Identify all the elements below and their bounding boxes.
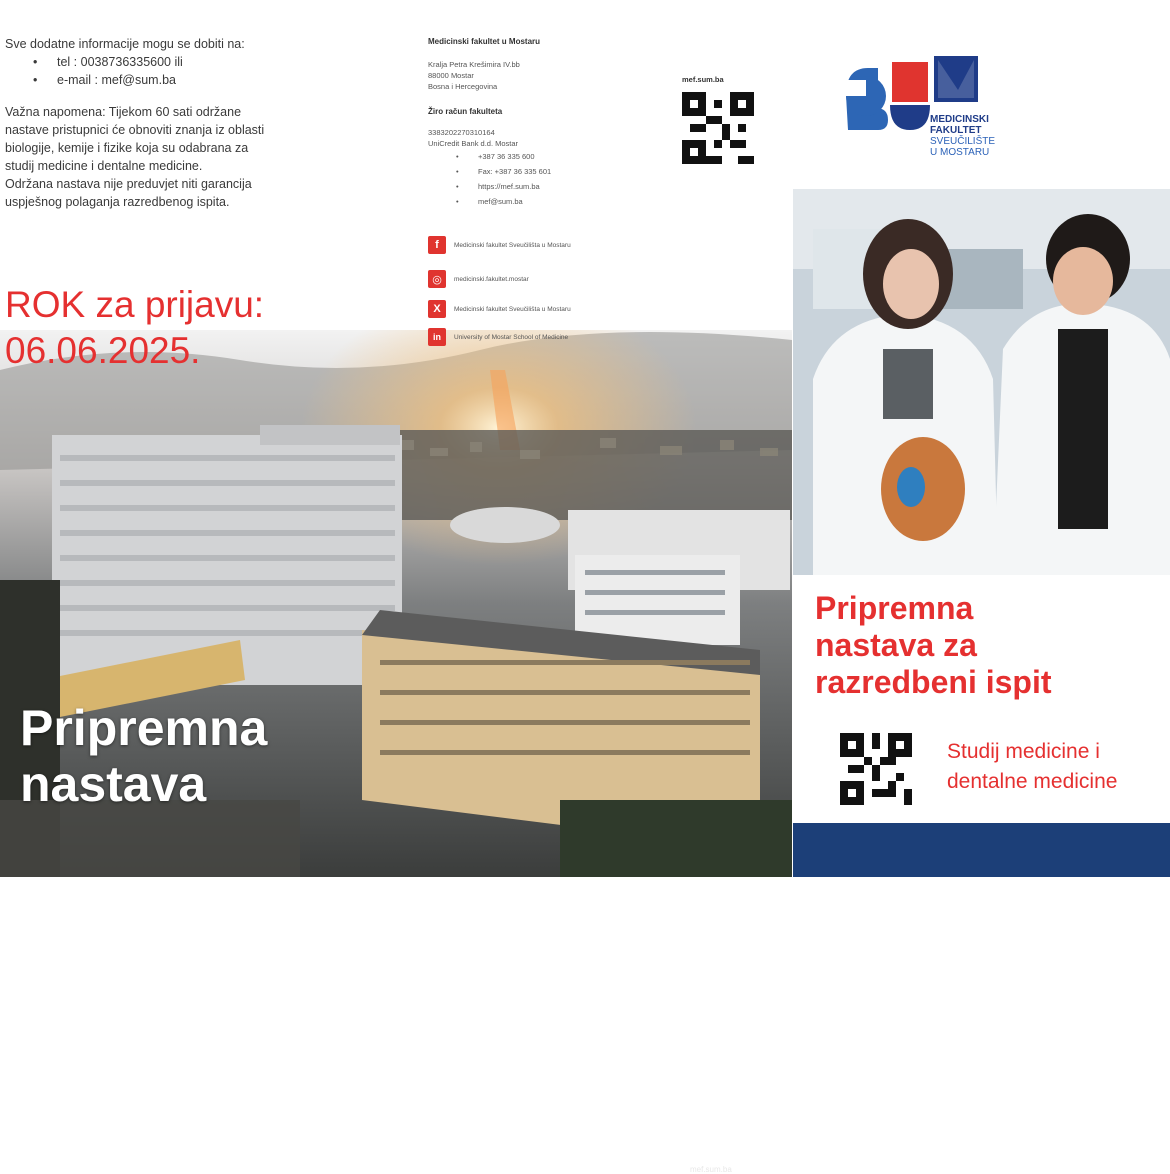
- logo-sub-line: U MOSTARU: [930, 147, 990, 158]
- instagram-icon: ◎: [428, 270, 446, 288]
- promo-line: Pripremna: [20, 700, 268, 756]
- logo-line: MEDICINSKI: [930, 114, 989, 125]
- deadline: [5, 282, 264, 374]
- social-label: University of Mostar School of Medicine: [454, 333, 569, 341]
- promo-subtitle-line: dentalne medicine: [947, 770, 1118, 793]
- promo-title-line: Pripremna: [815, 590, 974, 626]
- bank-title: Žiro račun fakulteta: [428, 107, 503, 116]
- social-linkedin: [428, 328, 568, 346]
- address-line: Kralja Petra Krešimira IV.bb: [428, 60, 520, 69]
- address-line: Bosna i Hercegovina: [428, 82, 498, 91]
- social-facebook: [428, 236, 571, 254]
- students-photo-illustration: [793, 189, 1170, 575]
- note-line: Održana nastava nije preduvjet niti garancija: [5, 177, 252, 191]
- promo-line: nastava: [20, 756, 207, 812]
- email-item: • mef@sum.ba: [456, 194, 658, 209]
- note-line: nastave pristupnici će obnoviti znanja iz oblasti: [5, 123, 265, 137]
- contact-list: [5, 53, 335, 89]
- linkedin-icon: in: [428, 328, 446, 346]
- social-x: [428, 300, 571, 318]
- x-icon: X: [428, 300, 446, 318]
- contact-details: [428, 36, 658, 209]
- facebook-icon: f: [428, 236, 446, 254]
- deadline-label: ROK za prijavu:: [5, 284, 265, 325]
- promo-title-line: razredbeni ispit: [815, 664, 1052, 700]
- social-label: Medicinski fakultet Sveučilišta u Mostaru: [454, 305, 571, 313]
- phone-item: • +387 36 335 600: [456, 149, 658, 164]
- promo-title-line: nastava za: [815, 627, 977, 663]
- address-line: 88000 Mostar: [428, 71, 474, 80]
- qr-label: mef.sum.ba: [682, 75, 724, 84]
- info-block: [5, 35, 335, 211]
- org-title: Medicinski fakultet u Mostaru: [428, 37, 541, 46]
- social-label: Medicinski fakultet Sveučilišta u Mostaru: [454, 241, 571, 249]
- qr-code-icon: [682, 92, 754, 164]
- bank-items: [428, 149, 658, 209]
- social-instagram: [428, 270, 529, 288]
- qr-code-icon: [840, 733, 912, 805]
- logo-line: FAKULTET: [930, 125, 982, 136]
- important-note: [5, 103, 335, 211]
- promo-subtitle-line: Studij medicine i: [947, 740, 1100, 763]
- social-label: medicinski.fakultet.mostar: [454, 275, 529, 283]
- logo-text: [930, 114, 995, 158]
- students-photo: [793, 189, 1170, 575]
- fax-item: • Fax: +387 36 335 601: [456, 164, 658, 179]
- website-item: • https://mef.sum.ba: [456, 179, 658, 194]
- bank-line: UniCredit Bank d.d. Mostar: [428, 139, 519, 148]
- promo-heading-left: [20, 700, 267, 812]
- bank-line: 3383202270310164: [428, 128, 495, 137]
- footer-bar: [793, 823, 1170, 877]
- promo-title: [815, 590, 1052, 701]
- contact-email: • e-mail : mef@sum.ba: [33, 71, 335, 89]
- note-line: uspješnog polaganja razredbenog ispita.: [5, 195, 230, 209]
- note-line: Važna napomena: Tijekom 60 sati održane: [5, 105, 242, 119]
- note-line: studij medicine i dentalne medicine.: [5, 159, 203, 173]
- contact-phone: • tel : 0038736335600 ili: [33, 53, 335, 71]
- info-intro: Sve dodatne informacije mogu se dobiti na:: [5, 37, 245, 51]
- logo-sub-line: SVEUČILIŠTE: [930, 136, 996, 147]
- deadline-date: 06.06.2025.: [5, 330, 201, 371]
- photo-url: mef.sum.ba: [690, 1165, 732, 1174]
- promo-subtitle: [947, 737, 1117, 797]
- note-line: biologije, kemije i fizike koja su odabrana za: [5, 141, 249, 155]
